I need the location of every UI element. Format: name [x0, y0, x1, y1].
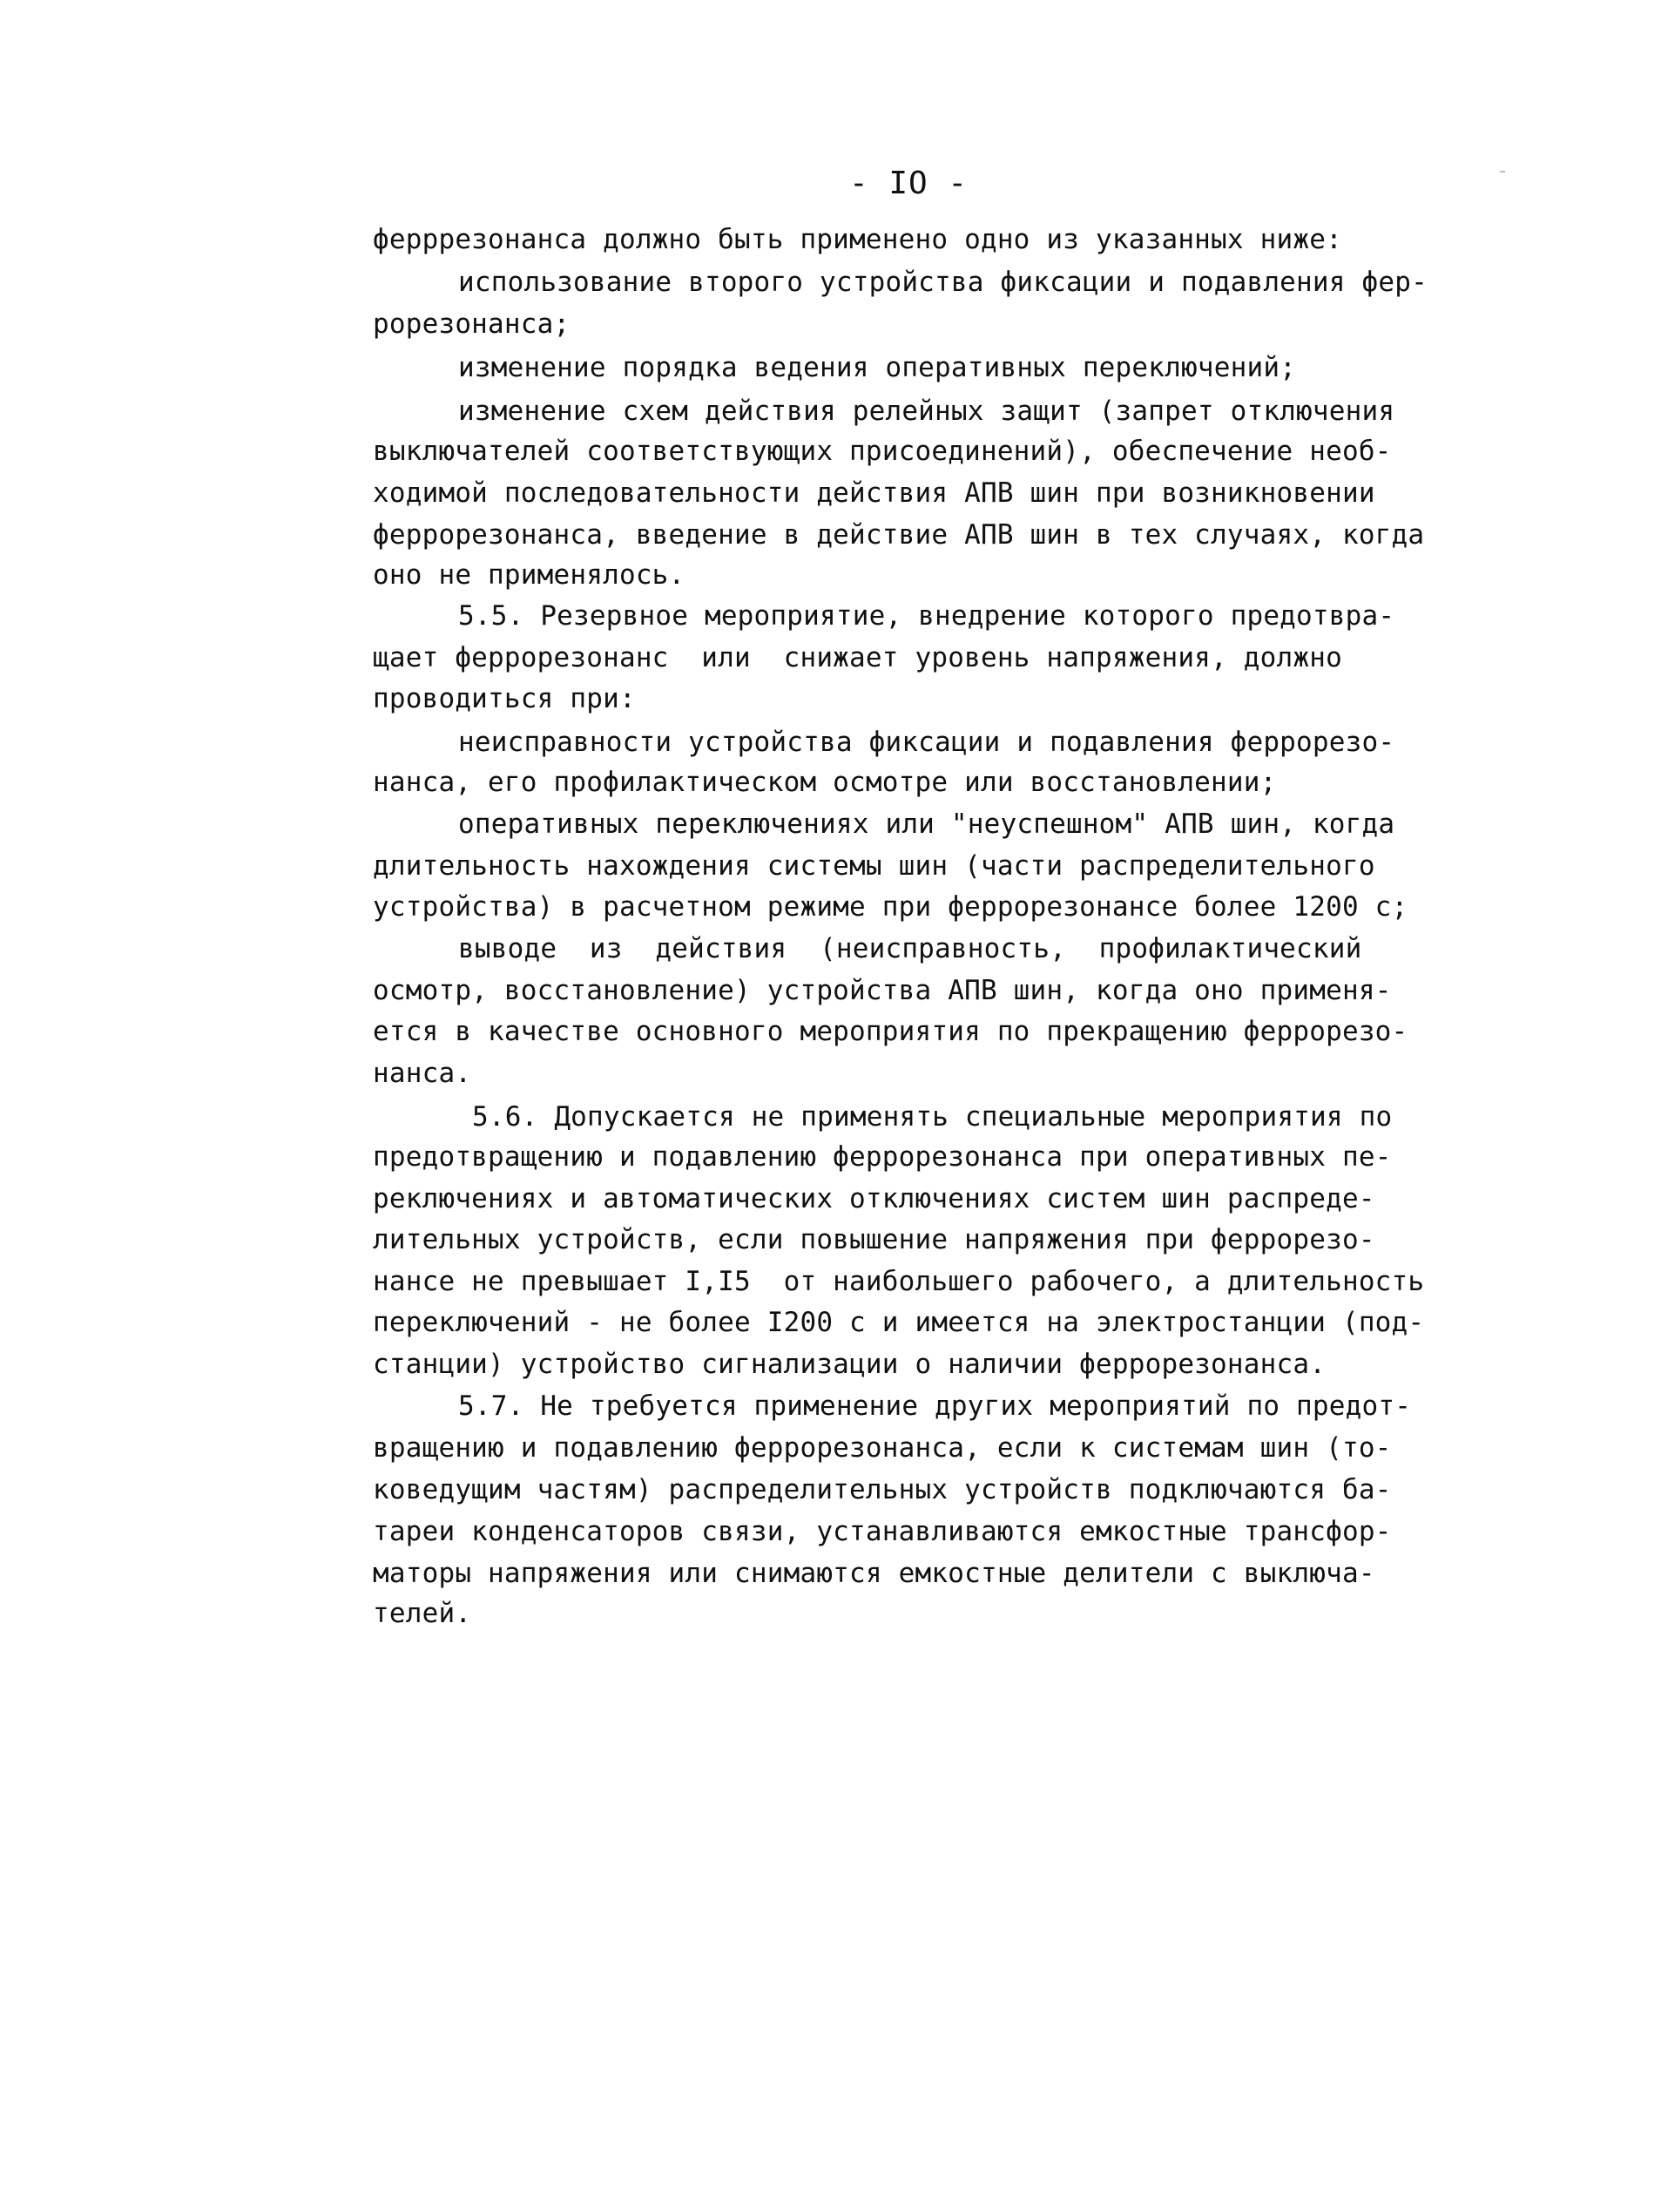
text-line: вращению и подавлению феррорезонанса, если к системам шин (то-: [373, 1432, 1392, 1464]
text-line: лительных устройств, если повышение напряжения при феррорезо-: [373, 1224, 1375, 1255]
text-line: феррорезонанса, введение в действие АПВ шин в тех случаях, когда: [373, 519, 1425, 551]
text-line: ковeдущим частям) распределительных устройств подключаются ба-: [373, 1474, 1392, 1505]
text-line: нанса.: [373, 1058, 472, 1089]
text-line: осмотр, восстановление) устройства АПВ шин, когда оно применя-: [373, 975, 1392, 1006]
text-line: рорезонанса;: [373, 308, 571, 340]
page-number: - IO -: [849, 166, 969, 201]
text-line: изменение схем действия релейных защит (запрет отключения: [458, 396, 1395, 427]
text-line: нансе не превышает I,I5 от наибольшего рабочего, а длительность: [373, 1266, 1425, 1297]
text-line: длительность нахождения системы шин (части распределительного: [373, 850, 1375, 882]
text-line: 5.5. Резервное мероприятие, внедрение которого предотвра-: [458, 600, 1395, 632]
text-line: неисправности устройства фиксации и подавления феррорезо-: [458, 727, 1395, 758]
text-line: станции) устройство сигнализации о наличии феррорезонанса.: [373, 1349, 1327, 1380]
text-line: ферррезонанса должно быть применено одно из указанных ниже:: [373, 224, 1342, 255]
text-line: маторы напряжения или снимаются емкостные делители с выключа-: [373, 1558, 1375, 1589]
text-line: ходимой последовательности действия АПВ шин при возникновении: [373, 477, 1375, 509]
text-line: выводе из действия (неисправность, профилактический: [458, 933, 1362, 964]
text-line: выключателей соответствующих присоединений), обеспечение необ-: [373, 436, 1392, 467]
text-line: оно не применялось.: [373, 559, 685, 591]
text-line: нанса, его профилактическом осмотре или восстановлении;: [373, 767, 1277, 798]
text-line: изменение порядка ведения оперативных переключений;: [458, 352, 1297, 383]
text-line: телей.: [373, 1598, 472, 1629]
text-line: использование второго устройства фиксации и подавления фер-: [458, 267, 1428, 298]
text-line: устройства) в расчетном режиме при феррорезонансе более 1200 с;: [373, 891, 1408, 923]
text-line: переключений - не более I200 с и имеется на электростанции (под-: [373, 1307, 1425, 1338]
text-line: 5.6. Допускается не применять специальные мероприятия по: [472, 1101, 1393, 1133]
scan-mark: [1500, 171, 1505, 172]
text-line: ется в качестве основного мероприятия по прекращению феррорезо-: [373, 1016, 1408, 1047]
text-line: проводиться при:: [373, 683, 636, 714]
text-line: оперативных переключениях или "неуспешном" АПВ шин, когда: [458, 808, 1395, 840]
text-line: тареи конденсаторов связи, устанавливаются емкостные трансфор-: [373, 1516, 1392, 1547]
text-line: 5.7. Не требуется применение других мероприятий по предот-: [458, 1390, 1412, 1422]
text-line: щает феррорезонанс или снижает уровень напряжения, должно: [373, 642, 1342, 673]
text-line: реключениях и автоматических отключениях систем шин распреде-: [373, 1183, 1375, 1214]
text-line: предотвращению и подавлению феррорезонанса при оперативных пе-: [373, 1141, 1392, 1173]
